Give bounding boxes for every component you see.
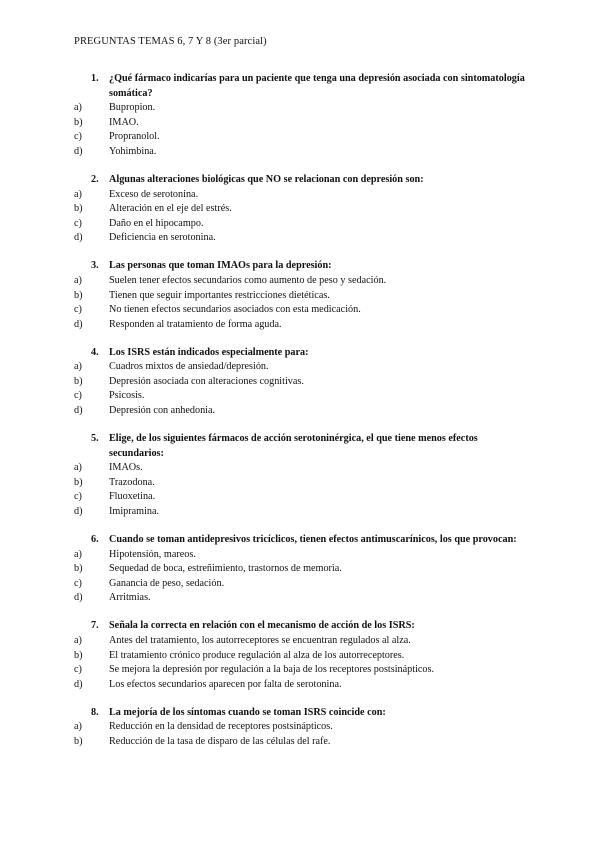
question-heading xyxy=(74,619,534,634)
answer-option xyxy=(74,577,534,592)
question-2 xyxy=(74,173,534,246)
option-text: Hipotensión, mareos. xyxy=(109,548,196,560)
answer-option xyxy=(74,217,534,232)
answer-option xyxy=(74,318,534,333)
answer-option xyxy=(74,274,534,289)
option-text: Tienen que seguir importantes restricciones dietéticas. xyxy=(109,289,330,301)
answer-option xyxy=(74,735,534,750)
question-8 xyxy=(74,706,534,750)
option-letter: b) xyxy=(74,649,83,661)
answer-option xyxy=(74,289,534,304)
answer-option xyxy=(74,145,534,160)
option-text: Bupropion. xyxy=(109,102,156,114)
answer-option xyxy=(74,404,534,419)
answer-option xyxy=(74,663,534,678)
question-heading xyxy=(74,72,534,101)
option-letter: c) xyxy=(74,577,82,589)
option-letter: a) xyxy=(74,188,82,200)
answer-option xyxy=(74,490,534,505)
option-text: Alteración en el eje del estrés. xyxy=(109,203,232,215)
answer-option xyxy=(74,720,534,735)
option-text: Ganancia de peso, sedación. xyxy=(109,577,225,589)
answer-option xyxy=(74,562,534,577)
question-number: 2. xyxy=(91,173,99,185)
question-4 xyxy=(74,346,534,419)
question-number: 4. xyxy=(91,346,99,358)
question-5 xyxy=(74,432,534,520)
option-letter: a) xyxy=(74,462,82,474)
option-text: Exceso de serotonina. xyxy=(109,188,199,200)
option-text: Responden al tratamiento de forma aguda. xyxy=(109,318,282,330)
option-letter: a) xyxy=(74,634,82,646)
option-text: Fluoxetina. xyxy=(109,491,156,503)
option-text: Daño en el hipocampo. xyxy=(109,217,204,229)
question-text: Los ISRS están indicados especialmente para: xyxy=(109,346,309,358)
option-letter: b) xyxy=(74,563,83,575)
option-letter: a) xyxy=(74,274,82,286)
question-text: La mejoría de los síntomas cuando se toman ISRS coincide con: xyxy=(109,706,386,718)
question-number: 1. xyxy=(91,73,99,84)
question-text: Las personas que toman IMAOs para la depresión: xyxy=(109,260,332,272)
option-text: Reducción en la densidad de receptores postsinápticos. xyxy=(109,721,333,733)
question-list xyxy=(74,72,534,763)
option-text: IMAO. xyxy=(109,116,139,128)
answer-option xyxy=(74,649,534,664)
answer-option xyxy=(74,303,534,318)
option-text: Sequedad de boca, estreñimiento, trastornos de memoria. xyxy=(109,563,342,575)
answer-option xyxy=(74,591,534,606)
answer-option xyxy=(74,101,534,116)
option-text: Propranolol. xyxy=(109,131,160,143)
option-text: Psicosis. xyxy=(109,390,145,402)
option-text: IMAOs. xyxy=(109,462,143,474)
question-heading xyxy=(74,259,534,274)
option-letter: d) xyxy=(74,405,83,417)
option-letter: a) xyxy=(74,361,82,373)
option-letter: b) xyxy=(74,375,83,387)
option-text: Cuadros mixtos de ansiedad/depresión. xyxy=(109,361,269,373)
option-letter: c) xyxy=(74,217,82,229)
option-letter: b) xyxy=(74,289,83,301)
answer-option xyxy=(74,130,534,145)
option-letter: b) xyxy=(74,203,83,215)
question-number: 7. xyxy=(91,620,99,632)
question-number: 6. xyxy=(91,533,99,545)
answer-option xyxy=(74,202,534,217)
question-text: Elige, de los siguientes fármacos de acción serotoninérgica, el que tiene menos efectos secundarios: xyxy=(109,433,478,459)
answer-option xyxy=(74,548,534,563)
question-number: 3. xyxy=(91,260,99,272)
option-text: Imipramina. xyxy=(109,506,160,517)
option-letter: c) xyxy=(74,491,82,503)
option-letter: b) xyxy=(74,116,83,128)
option-text: Yohimbina. xyxy=(109,145,157,157)
question-heading xyxy=(74,432,534,461)
option-text: Deficiencia en serotonina. xyxy=(109,232,216,244)
option-letter: c) xyxy=(74,390,82,402)
option-letter: a) xyxy=(74,102,82,114)
option-letter: b) xyxy=(74,735,83,747)
question-text: Señala la correcta en relación con el mecanismo de acción de los ISRS: xyxy=(109,620,415,632)
question-number: 8. xyxy=(91,706,99,718)
option-letter: d) xyxy=(74,678,83,690)
answer-option xyxy=(74,389,534,404)
option-letter: d) xyxy=(74,232,83,244)
question-heading xyxy=(74,533,534,548)
answer-option xyxy=(74,116,534,131)
answer-option xyxy=(74,634,534,649)
question-1 xyxy=(74,72,534,160)
option-text: No tienen efectos secundarios asociados con esta medicación. xyxy=(109,304,361,316)
answer-option xyxy=(74,231,534,246)
question-6 xyxy=(74,533,534,606)
option-text: Antes del tratamiento, los autorreceptores se encuentran regulados al alza. xyxy=(109,634,411,646)
answer-option xyxy=(74,678,534,693)
question-heading xyxy=(74,706,534,721)
question-number: 5. xyxy=(91,433,99,445)
answer-option xyxy=(74,188,534,203)
answer-option xyxy=(74,461,534,476)
option-letter: c) xyxy=(74,304,82,316)
option-letter: d) xyxy=(74,145,83,157)
option-text: Se mejora la depresión por regulación a la baja de los receptores postsinápticos. xyxy=(109,664,435,676)
question-text: ¿Qué fármaco indicarías para un paciente que tenga una depresión asociada con sintomatología somática? xyxy=(109,73,525,99)
option-text: Reducción de la tasa de disparo de las células del rafe. xyxy=(109,735,331,747)
option-letter: d) xyxy=(74,506,83,517)
option-letter: d) xyxy=(74,592,83,604)
answer-option xyxy=(74,375,534,390)
question-7 xyxy=(74,619,534,692)
question-3 xyxy=(74,259,534,332)
option-text: Trazodona. xyxy=(109,476,155,488)
page-title: PREGUNTAS TEMAS 6, 7 Y 8 (3er parcial) xyxy=(74,36,267,47)
answer-option xyxy=(74,476,534,491)
option-letter: d) xyxy=(74,318,83,330)
option-text: Suelen tener efectos secundarios como aumento de peso y sedación. xyxy=(109,274,387,286)
option-letter: a) xyxy=(74,548,82,560)
question-heading xyxy=(74,346,534,361)
option-text: El tratamiento crónico produce regulación al alza de los autorreceptores. xyxy=(109,649,405,661)
option-text: Arritmias. xyxy=(109,592,151,604)
option-letter: b) xyxy=(74,476,83,488)
question-text: Cuando se toman antidepresivos tricíclicos, tienen efectos antimuscarínicos, los que provocan: xyxy=(109,533,517,545)
option-letter: c) xyxy=(74,131,82,143)
answer-option xyxy=(74,505,534,520)
question-heading xyxy=(74,173,534,188)
option-letter: a) xyxy=(74,721,82,733)
option-text: Depresión con anhedonia. xyxy=(109,405,216,417)
option-text: Los efectos secundarios aparecen por falta de serotonina. xyxy=(109,678,342,690)
question-text: Algunas alteraciones biológicas que NO se relacionan con depresión son: xyxy=(109,173,424,185)
option-text: Depresión asociada con alteraciones cognitivas. xyxy=(109,375,304,387)
answer-option xyxy=(74,360,534,375)
option-letter: c) xyxy=(74,664,82,676)
